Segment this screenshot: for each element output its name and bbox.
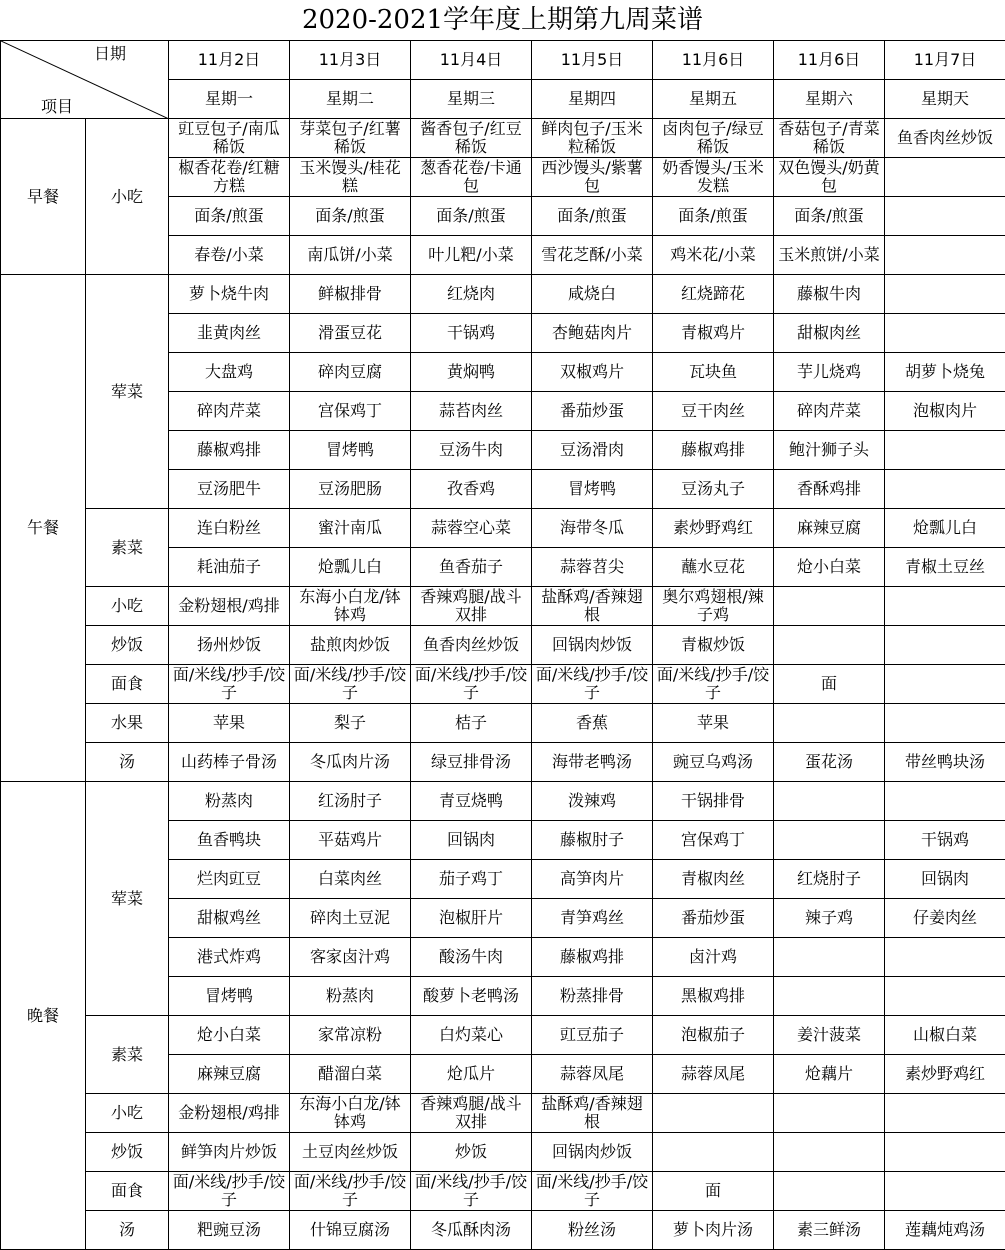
dish-cell: 碎肉芹菜 <box>774 392 885 431</box>
corner-date-label: 日期 <box>94 45 126 63</box>
dish-cell: 鱼香鸭块 <box>169 821 290 860</box>
date-cell: 11月4日 <box>411 41 532 80</box>
dish-cell: 藤椒肘子 <box>532 821 653 860</box>
dish-cell: 番茄炒蛋 <box>532 392 653 431</box>
dish-cell: 粉蒸肉 <box>290 977 411 1016</box>
dish-cell <box>774 1094 885 1133</box>
menu-row <box>1 626 1005 665</box>
dish-cell: 青椒炒饭 <box>653 626 774 665</box>
dish-cell <box>885 275 1005 314</box>
dish-cell: 西沙馒头/紫薯包 <box>532 158 653 197</box>
dish-cell: 鱼香肉丝炒饭 <box>411 626 532 665</box>
dish-cell: 回锅肉 <box>411 821 532 860</box>
menu-row <box>1 1016 1005 1055</box>
dish-cell: 宫保鸡丁 <box>290 392 411 431</box>
dish-cell: 冒烤鸭 <box>290 431 411 470</box>
dish-cell: 黑椒鸡排 <box>653 977 774 1016</box>
dish-cell <box>885 1133 1005 1172</box>
dish-cell: 胡萝卜烧兔 <box>885 353 1005 392</box>
dish-cell: 冒烤鸭 <box>532 470 653 509</box>
dish-cell: 南瓜饼/小菜 <box>290 236 411 275</box>
menu-row <box>1 1094 1005 1133</box>
weekday-cell: 星期二 <box>290 80 411 119</box>
dish-cell: 面/米线/抄手/饺子 <box>653 665 774 704</box>
dish-cell <box>885 314 1005 353</box>
dish-cell <box>774 821 885 860</box>
weekday-cell: 星期天 <box>885 80 1005 119</box>
dish-cell: 土豆肉丝炒饭 <box>290 1133 411 1172</box>
category-label: 水果 <box>86 704 169 743</box>
dish-cell: 蛋花汤 <box>774 743 885 782</box>
dish-cell: 干锅鸡 <box>885 821 1005 860</box>
dish-cell: 玉米煎饼/小菜 <box>774 236 885 275</box>
dish-cell: 鱼香茄子 <box>411 548 532 587</box>
dish-cell: 豇豆包子/南瓜稀饭 <box>169 119 290 158</box>
dish-cell: 海带老鸭汤 <box>532 743 653 782</box>
dish-cell: 耗油茄子 <box>169 548 290 587</box>
dish-cell: 回锅肉炒饭 <box>532 1133 653 1172</box>
dish-cell: 碎肉豆腐 <box>290 353 411 392</box>
dish-cell: 豇豆茄子 <box>532 1016 653 1055</box>
dish-cell: 面/米线/抄手/饺子 <box>532 1172 653 1211</box>
dish-cell: 青豆烧鸭 <box>411 782 532 821</box>
dish-cell: 萝卜肉片汤 <box>653 1211 774 1250</box>
dish-cell <box>774 704 885 743</box>
dish-cell: 山椒白菜 <box>885 1016 1005 1055</box>
dish-cell <box>774 626 885 665</box>
dish-cell: 双色馒头/奶黄包 <box>774 158 885 197</box>
dish-cell: 连白粉丝 <box>169 509 290 548</box>
date-cell: 11月3日 <box>290 41 411 80</box>
dish-cell: 藤椒牛肉 <box>774 275 885 314</box>
category-label: 荤菜 <box>86 782 169 1016</box>
dish-cell: 碎肉芹菜 <box>169 392 290 431</box>
menu-row <box>1 1133 1005 1172</box>
dish-cell: 香蕉 <box>532 704 653 743</box>
dish-cell: 苹果 <box>653 704 774 743</box>
dish-cell: 藤椒鸡排 <box>532 938 653 977</box>
menu-row <box>1 1211 1005 1250</box>
dish-cell: 冬瓜肉片汤 <box>290 743 411 782</box>
dish-cell <box>774 938 885 977</box>
dish-cell: 炝瓜片 <box>411 1055 532 1094</box>
dish-cell: 蜜汁南瓜 <box>290 509 411 548</box>
category-label: 素菜 <box>86 1016 169 1094</box>
menu-table <box>0 40 1005 1250</box>
dish-cell: 粑豌豆汤 <box>169 1211 290 1250</box>
dish-cell <box>885 197 1005 236</box>
dish-cell: 豆汤牛肉 <box>411 431 532 470</box>
dish-cell: 盐煎肉炒饭 <box>290 626 411 665</box>
menu-body <box>1 119 1005 1250</box>
dish-cell: 面条/煎蛋 <box>774 197 885 236</box>
category-label: 小吃 <box>86 119 169 275</box>
dish-cell: 炒饭 <box>411 1133 532 1172</box>
dish-cell <box>885 1094 1005 1133</box>
dish-cell: 面/米线/抄手/饺子 <box>411 665 532 704</box>
dish-cell <box>885 1172 1005 1211</box>
dish-cell: 山药棒子骨汤 <box>169 743 290 782</box>
dish-cell: 醋溜白菜 <box>290 1055 411 1094</box>
dish-cell: 仔姜肉丝 <box>885 899 1005 938</box>
dish-cell: 粉蒸排骨 <box>532 977 653 1016</box>
dish-cell: 盐酥鸡/香辣翅根 <box>532 1094 653 1133</box>
dish-cell: 泡椒肉片 <box>885 392 1005 431</box>
dish-cell: 面 <box>774 665 885 704</box>
dish-cell: 面/米线/抄手/饺子 <box>411 1172 532 1211</box>
menu-row <box>1 704 1005 743</box>
category-label: 小吃 <box>86 1094 169 1133</box>
dish-cell: 面/米线/抄手/饺子 <box>290 1172 411 1211</box>
dish-cell: 鲍汁狮子头 <box>774 431 885 470</box>
menu-row <box>1 1172 1005 1211</box>
category-label: 汤 <box>86 743 169 782</box>
dish-cell: 东海小白龙/钵钵鸡 <box>290 1094 411 1133</box>
dish-cell: 蒜蓉苕尖 <box>532 548 653 587</box>
dish-cell: 茄子鸡丁 <box>411 860 532 899</box>
dish-cell: 青椒肉丝 <box>653 860 774 899</box>
dish-cell: 冬瓜酥肉汤 <box>411 1211 532 1250</box>
dish-cell: 麻辣豆腐 <box>169 1055 290 1094</box>
dish-cell: 蒜蓉凤尾 <box>653 1055 774 1094</box>
dish-cell: 素炒野鸡红 <box>885 1055 1005 1094</box>
dish-cell: 面条/煎蛋 <box>411 197 532 236</box>
dish-cell <box>774 587 885 626</box>
dish-cell <box>885 977 1005 1016</box>
dish-cell: 葱香花卷/卡通包 <box>411 158 532 197</box>
dish-cell: 炝瓢儿白 <box>290 548 411 587</box>
dish-cell: 辣子鸡 <box>774 899 885 938</box>
dish-cell: 面/米线/抄手/饺子 <box>532 665 653 704</box>
dish-cell: 蒜蓉空心菜 <box>411 509 532 548</box>
dish-cell: 香菇包子/青菜稀饭 <box>774 119 885 158</box>
dish-cell: 卤汁鸡 <box>653 938 774 977</box>
dish-cell <box>885 587 1005 626</box>
dish-cell: 甜椒鸡丝 <box>169 899 290 938</box>
dish-cell: 绿豆排骨汤 <box>411 743 532 782</box>
dish-cell: 家常凉粉 <box>290 1016 411 1055</box>
dish-cell: 带丝鸭块汤 <box>885 743 1005 782</box>
dish-cell: 鸡米花/小菜 <box>653 236 774 275</box>
dish-cell <box>885 704 1005 743</box>
dish-cell <box>885 938 1005 977</box>
dish-cell <box>774 1133 885 1172</box>
dish-cell: 滑蛋豆花 <box>290 314 411 353</box>
dish-cell <box>885 470 1005 509</box>
dish-cell: 泡椒茄子 <box>653 1016 774 1055</box>
dish-cell: 烂肉豇豆 <box>169 860 290 899</box>
dish-cell: 孜香鸡 <box>411 470 532 509</box>
dish-cell: 番茄炒蛋 <box>653 899 774 938</box>
category-label: 汤 <box>86 1211 169 1250</box>
dish-cell: 奶香馒头/玉米发糕 <box>653 158 774 197</box>
date-cell: 11月6日 <box>774 41 885 80</box>
dish-cell: 芋儿烧鸡 <box>774 353 885 392</box>
dish-cell <box>885 782 1005 821</box>
menu-row <box>1 509 1005 548</box>
dish-cell: 粉蒸肉 <box>169 782 290 821</box>
dish-cell: 面条/煎蛋 <box>653 197 774 236</box>
category-label: 素菜 <box>86 509 169 587</box>
dish-cell: 面/米线/抄手/饺子 <box>290 665 411 704</box>
dish-cell: 金粉翅根/鸡排 <box>169 587 290 626</box>
dish-cell: 苹果 <box>169 704 290 743</box>
dish-cell: 大盘鸡 <box>169 353 290 392</box>
corner-diagonal <box>1 41 169 119</box>
category-label: 面食 <box>86 1172 169 1211</box>
dish-cell: 春卷/小菜 <box>169 236 290 275</box>
category-label: 炒饭 <box>86 626 169 665</box>
dish-cell: 客家卤汁鸡 <box>290 938 411 977</box>
dish-cell: 椒香花卷/红糖方糕 <box>169 158 290 197</box>
dish-cell: 高笋肉片 <box>532 860 653 899</box>
dish-cell <box>885 626 1005 665</box>
dish-cell: 麻辣豆腐 <box>774 509 885 548</box>
dish-cell: 面/米线/抄手/饺子 <box>169 665 290 704</box>
dish-cell: 豆汤滑肉 <box>532 431 653 470</box>
dish-cell: 回锅肉炒饭 <box>532 626 653 665</box>
dish-cell: 炝小白菜 <box>169 1016 290 1055</box>
dish-cell: 鱼香肉丝炒饭 <box>885 119 1005 158</box>
menu-row <box>1 665 1005 704</box>
dish-cell <box>885 158 1005 197</box>
dish-cell <box>885 431 1005 470</box>
category-label: 小吃 <box>86 587 169 626</box>
dish-cell: 双椒鸡片 <box>532 353 653 392</box>
dish-cell <box>653 1094 774 1133</box>
dish-cell: 蘸水豆花 <box>653 548 774 587</box>
dish-cell: 豆汤肥肠 <box>290 470 411 509</box>
dish-cell: 鲜笋肉片炒饭 <box>169 1133 290 1172</box>
dish-cell <box>774 782 885 821</box>
dish-cell: 港式炸鸡 <box>169 938 290 977</box>
menu-row <box>1 119 1005 158</box>
dish-cell: 雪花芝酥/小菜 <box>532 236 653 275</box>
meal-label: 晚餐 <box>1 782 86 1250</box>
dish-cell: 炝瓢儿白 <box>885 509 1005 548</box>
dish-cell: 萝卜烧牛肉 <box>169 275 290 314</box>
date-cell: 11月7日 <box>885 41 1005 80</box>
dish-cell: 豌豆乌鸡汤 <box>653 743 774 782</box>
dish-cell: 素炒野鸡红 <box>653 509 774 548</box>
dish-cell: 鲜椒排骨 <box>290 275 411 314</box>
dish-cell: 碎肉土豆泥 <box>290 899 411 938</box>
dish-cell: 豆干肉丝 <box>653 392 774 431</box>
dish-cell: 藤椒鸡排 <box>653 431 774 470</box>
dish-cell: 甜椒肉丝 <box>774 314 885 353</box>
dish-cell: 白灼菜心 <box>411 1016 532 1055</box>
dish-cell: 面条/煎蛋 <box>532 197 653 236</box>
dish-cell: 桔子 <box>411 704 532 743</box>
dish-cell: 红汤肘子 <box>290 782 411 821</box>
dish-cell: 红烧肉 <box>411 275 532 314</box>
dish-cell: 面/米线/抄手/饺子 <box>169 1172 290 1211</box>
dish-cell: 香辣鸡腿/战斗双排 <box>411 587 532 626</box>
dish-cell: 冒烤鸭 <box>169 977 290 1016</box>
dish-cell <box>885 236 1005 275</box>
dish-cell: 泼辣鸡 <box>532 782 653 821</box>
dish-cell: 白菜肉丝 <box>290 860 411 899</box>
dish-cell: 面条/煎蛋 <box>169 197 290 236</box>
dish-cell: 青椒鸡片 <box>653 314 774 353</box>
dish-cell: 面条/煎蛋 <box>290 197 411 236</box>
menu-row <box>1 782 1005 821</box>
dish-cell: 蒜蓉凤尾 <box>532 1055 653 1094</box>
meal-label: 午餐 <box>1 275 86 782</box>
meal-label: 早餐 <box>1 119 86 275</box>
menu-row <box>1 743 1005 782</box>
dish-cell <box>885 665 1005 704</box>
corner-item-label: 项目 <box>41 98 73 116</box>
dish-cell: 酸汤牛肉 <box>411 938 532 977</box>
dish-cell: 东海小白龙/钵钵鸡 <box>290 587 411 626</box>
dish-cell: 蒜苔肉丝 <box>411 392 532 431</box>
dish-cell: 泡椒肝片 <box>411 899 532 938</box>
dish-cell: 什锦豆腐汤 <box>290 1211 411 1250</box>
dish-cell: 素三鲜汤 <box>774 1211 885 1250</box>
dish-cell: 粉丝汤 <box>532 1211 653 1250</box>
category-label: 荤菜 <box>86 275 169 509</box>
dish-cell: 莲藕炖鸡汤 <box>885 1211 1005 1250</box>
dish-cell: 酱香包子/红豆稀饭 <box>411 119 532 158</box>
dish-cell: 干锅排骨 <box>653 782 774 821</box>
category-label: 面食 <box>86 665 169 704</box>
dish-cell: 青椒土豆丝 <box>885 548 1005 587</box>
dish-cell: 金粉翅根/鸡排 <box>169 1094 290 1133</box>
dish-cell: 姜汁菠菜 <box>774 1016 885 1055</box>
dish-cell: 宫保鸡丁 <box>653 821 774 860</box>
dish-cell: 回锅肉 <box>885 860 1005 899</box>
dish-cell: 干锅鸡 <box>411 314 532 353</box>
dish-cell: 炝小白菜 <box>774 548 885 587</box>
dish-cell: 酸萝卜老鸭汤 <box>411 977 532 1016</box>
dish-cell: 梨子 <box>290 704 411 743</box>
date-cell: 11月2日 <box>169 41 290 80</box>
dish-cell: 芽菜包子/红薯稀饭 <box>290 119 411 158</box>
dish-cell: 豆汤肥牛 <box>169 470 290 509</box>
dish-cell: 玉米馒头/桂花糕 <box>290 158 411 197</box>
date-cell: 11月6日 <box>653 41 774 80</box>
page-title: 2020-2021学年度上期第九周菜谱 <box>0 0 1005 40</box>
dish-cell: 香酥鸡排 <box>774 470 885 509</box>
dish-cell: 奥尔鸡翅根/辣子鸡 <box>653 587 774 626</box>
dish-cell: 黄焖鸭 <box>411 353 532 392</box>
dish-cell <box>774 977 885 1016</box>
weekday-cell: 星期六 <box>774 80 885 119</box>
menu-row <box>1 275 1005 314</box>
dish-cell: 鲜肉包子/玉米粒稀饭 <box>532 119 653 158</box>
dish-cell: 瓦块鱼 <box>653 353 774 392</box>
dish-cell: 炝藕片 <box>774 1055 885 1094</box>
dish-cell: 韭黄肉丝 <box>169 314 290 353</box>
dish-cell: 面 <box>653 1172 774 1211</box>
dish-cell: 咸烧白 <box>532 275 653 314</box>
date-cell: 11月5日 <box>532 41 653 80</box>
header-corner <box>1 41 169 119</box>
dish-cell: 扬州炒饭 <box>169 626 290 665</box>
dish-cell: 海带冬瓜 <box>532 509 653 548</box>
dish-cell: 叶儿粑/小菜 <box>411 236 532 275</box>
dish-cell: 豆汤丸子 <box>653 470 774 509</box>
weekday-cell: 星期五 <box>653 80 774 119</box>
weekday-cell: 星期四 <box>532 80 653 119</box>
dish-cell: 香辣鸡腿/战斗双排 <box>411 1094 532 1133</box>
category-label: 炒饭 <box>86 1133 169 1172</box>
dish-cell: 卤肉包子/绿豆稀饭 <box>653 119 774 158</box>
weekday-cell: 星期三 <box>411 80 532 119</box>
menu-row <box>1 587 1005 626</box>
dish-cell: 盐酥鸡/香辣翅根 <box>532 587 653 626</box>
weekday-cell: 星期一 <box>169 80 290 119</box>
dish-cell <box>774 1172 885 1211</box>
date-row <box>1 41 1005 80</box>
dish-cell: 藤椒鸡排 <box>169 431 290 470</box>
dish-cell <box>653 1133 774 1172</box>
dish-cell: 红烧蹄花 <box>653 275 774 314</box>
dish-cell: 平菇鸡片 <box>290 821 411 860</box>
dish-cell: 杏鲍菇肉片 <box>532 314 653 353</box>
dish-cell: 红烧肘子 <box>774 860 885 899</box>
dish-cell: 青笋鸡丝 <box>532 899 653 938</box>
